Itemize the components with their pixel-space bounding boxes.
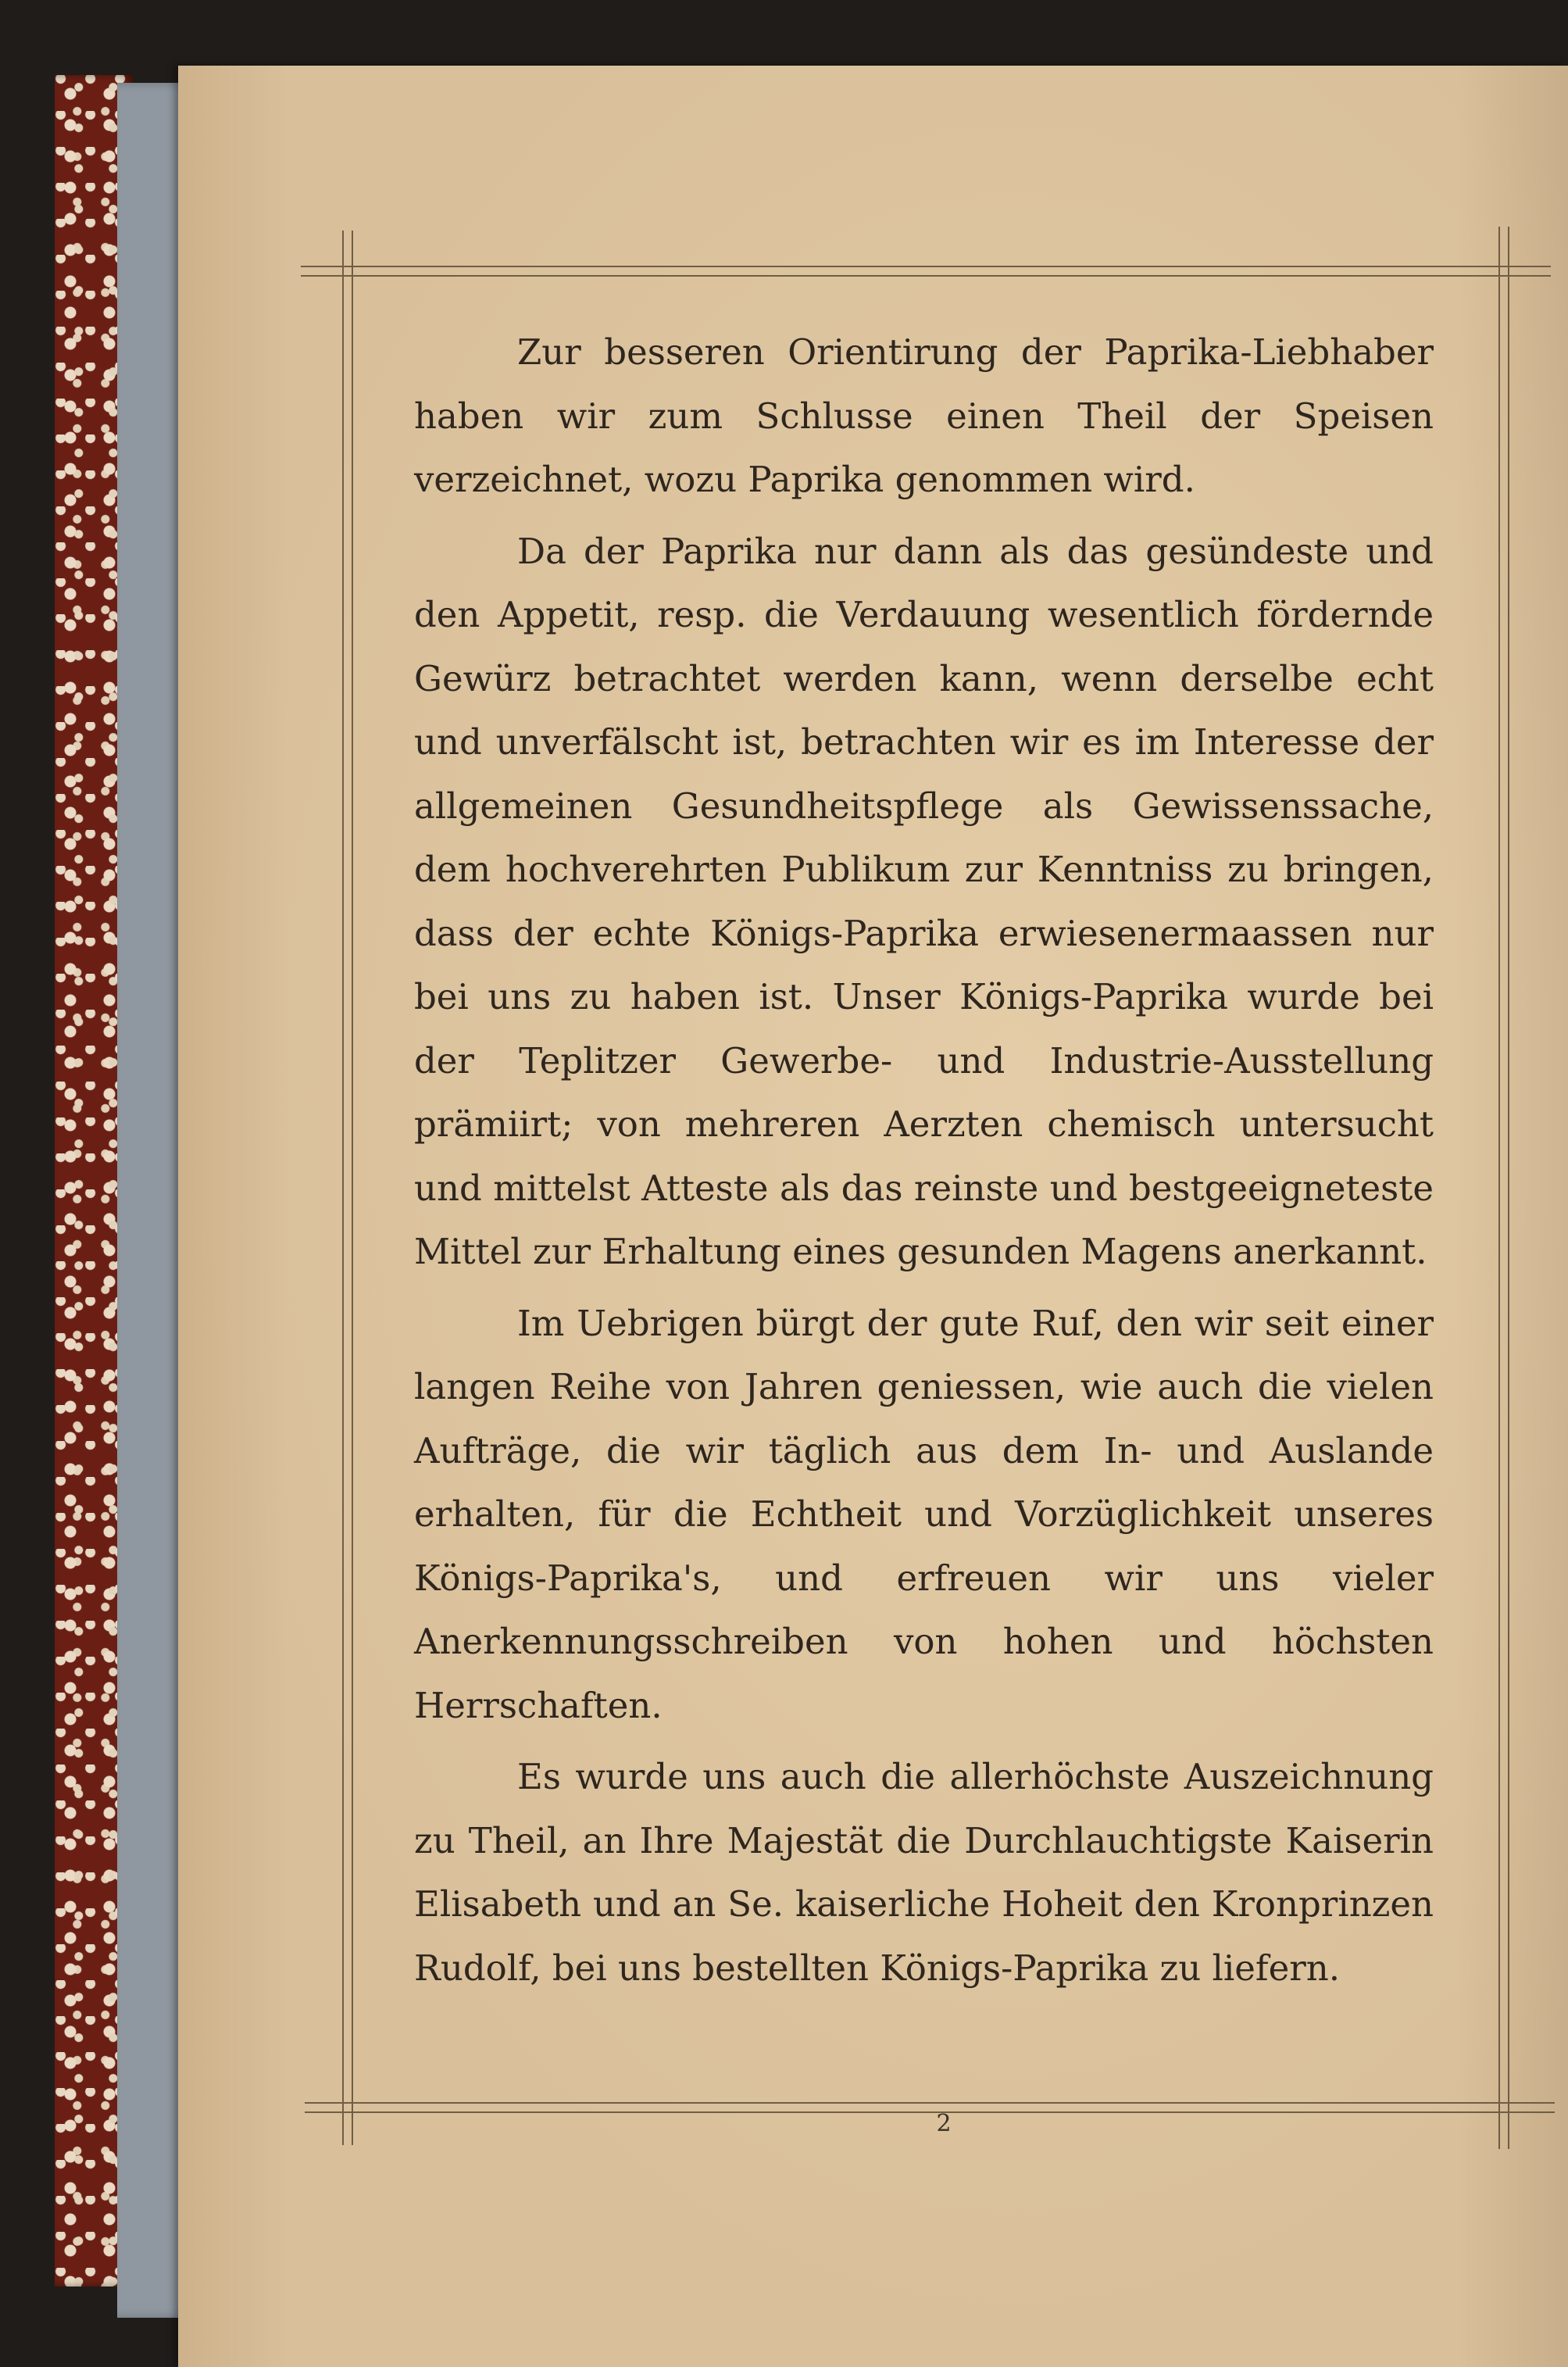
frame-top-rule [301,266,1551,267]
paragraph-1: Zur besseren Orientirung der Paprika-Liebhaber haben wir zum Schlusse einen Theil der Speisen verzeichnet, wozu Paprika genommen wird. [414,331,1434,500]
frame-bottom-rule [305,2102,1555,2104]
body-text [414,320,1434,2008]
page-number: 2 [936,2110,952,2137]
paragraph-4: Es wurde uns auch die allerhöchste Auszeichnung zu Theil, an Ihre Majestät die Durchlauchtigste Kaiserin Elisabeth und an Se. kaiserliche Hoheit den Kronprinzen Rudolf, bei uns bestellten Königs-Paprika zu liefern. [414,1756,1434,1989]
frame-right-rule [1498,227,1500,2149]
frame-top-rule-inner [301,275,1551,277]
frame-left-rule-inner [352,231,353,2145]
frame-right-rule-inner [1508,227,1509,2149]
paragraph-3: Im Uebrigen bürgt der gute Ruf, den wir seit einer langen Reihe von Jahren geniessen, wie auch die vielen Aufträge, die wir täglich aus dem In- und Auslande erhalten, für die Echtheit und Vorzüglichkeit unseres Königs-Paprika's, und erfreuen wir uns vieler Anerkennungsschreiben von hohen und höchsten Herrschaften. [414,1302,1434,1726]
paragraph-2: Da der Paprika nur dann als das gesündeste und den Appetit, resp. die Verdauung wesentlich fördernde Gewürz betrachtet werden kann, wenn derselbe echt und unverfälscht ist, betrachten wir es im Interesse der allgemeinen Gesundheitspflege als Gewissenssache, dem hochverehrten Publikum zur Kenntniss zu bringen, dass der echte Königs-Paprika erwiesenermaassen nur bei uns zu haben ist. Unser Königs-Paprika wurde bei der Teplitzer Gewerbe- und Industrie-Ausstellung prämiirt; von mehreren Aerzten chemisch untersucht und mittelst Atteste als das reinste und bestgeeigneteste Mittel zur Erhaltung eines gesunden Magens anerkannt. [414,530,1434,1272]
frame-left-rule [342,231,344,2145]
